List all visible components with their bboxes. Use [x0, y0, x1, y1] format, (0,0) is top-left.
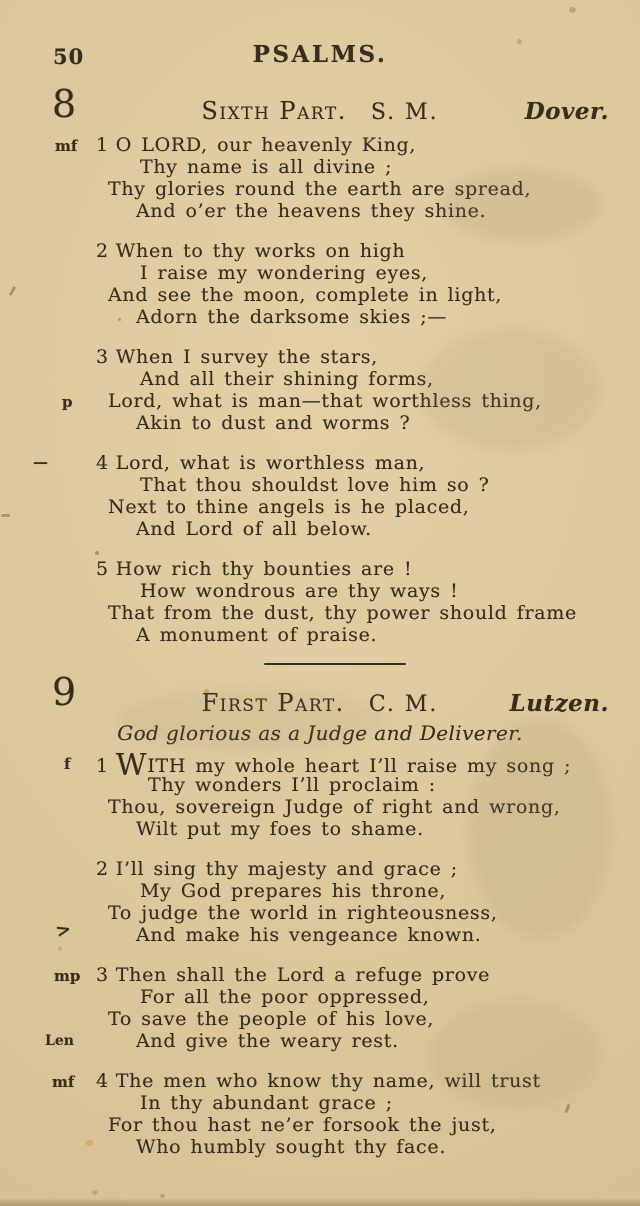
verse-line: A monument of praise.: [136, 624, 378, 646]
verse-line: To judge the world in righteousness,: [108, 902, 498, 924]
verse-line: Lord, what is man—that worthless thing,: [108, 390, 542, 412]
dynamic-marker: —: [33, 453, 48, 471]
verse-number: 4: [96, 1070, 109, 1092]
verse-text: I’ll sing thy majesty and grace ;: [115, 858, 458, 880]
accent-marker: >: [53, 918, 74, 943]
dynamic-marker: mf: [55, 137, 78, 155]
verse-text: ITH my whole heart I’ll raise my song ;: [147, 755, 572, 777]
verse-line: [96, 134, 640, 156]
verse-line: Thou, sovereign Judge of right and wrong,: [108, 796, 561, 818]
verse-line: [96, 240, 640, 262]
verse-number: 2: [96, 858, 109, 880]
running-title: PSALMS.: [252, 41, 388, 68]
verse-line: I raise my wondering eyes,: [140, 262, 429, 284]
dynamic-marker: p: [62, 393, 73, 411]
verse-line: In thy abundant grace ;: [140, 1092, 393, 1114]
verse-text: O LORD, our heavenly King,: [115, 134, 417, 156]
page-edge-shadow: [0, 1198, 640, 1206]
verse-number: 2: [96, 240, 109, 262]
verse-line: Thy name is all divine ;: [140, 156, 393, 178]
dynamic-marker: mf: [52, 1073, 75, 1091]
tune-name: Lutzen.: [509, 690, 609, 717]
verse-line: [96, 452, 640, 474]
tempo-marker: Len: [45, 1033, 74, 1049]
hymn-number: 8: [52, 82, 77, 126]
hymn-meter: S. M.: [370, 100, 439, 125]
hymn-number: 9: [52, 670, 77, 714]
drop-cap: W: [115, 748, 148, 783]
hymn-part: Sixth Part.: [201, 97, 347, 125]
verse-text: How rich thy bounties are !: [115, 558, 413, 580]
verse-line: For thou hast ne’er forsook the just,: [108, 1114, 497, 1136]
verse-line: To save the people of his love,: [108, 1008, 435, 1030]
hymn-subtitle: God glorious as a Judge and Deliverer.: [117, 721, 523, 745]
verse-line: Adorn the darksome skies ;—: [136, 306, 448, 328]
verse-text: When I survey the stars,: [115, 346, 378, 368]
verse-line: And make his vengeance known.: [136, 924, 482, 946]
verse-number: 3: [96, 964, 109, 986]
verse-number: 3: [96, 346, 109, 368]
verse-line: Thy glories round the earth are spread,: [108, 178, 532, 200]
verse-line: [96, 558, 640, 580]
hymn-part: First Part.: [201, 689, 345, 717]
verse: [0, 240, 640, 328]
verse-line: That from the dust, thy power should frame: [108, 602, 577, 624]
verse-line: That thou shouldst love him so ?: [140, 474, 490, 496]
verse: [0, 558, 640, 646]
verse-number: 5: [96, 558, 109, 580]
verse-line: [96, 964, 640, 986]
verse-text: Then shall the Lord a refuge prove: [115, 964, 491, 986]
verse-line: Thy wonders I’ll proclaim :: [148, 774, 436, 796]
verse-line: Akin to dust and worms ?: [136, 412, 411, 434]
verse-line: For all the poor oppressed,: [140, 986, 430, 1008]
verse-line: And see the moon, complete in light,: [108, 284, 503, 306]
verse-line: Who humbly sought thy face.: [136, 1136, 447, 1158]
verse-text: Lord, what is worthless man,: [115, 452, 426, 474]
dynamic-marker: f: [64, 755, 71, 773]
verse-line: Next to thine angels is he placed,: [108, 496, 470, 518]
tune-name: Dover.: [524, 98, 609, 125]
verse: [0, 452, 640, 540]
verse-line: And give the weary rest.: [136, 1030, 399, 1052]
verse-line: My God prepares his throne,: [140, 880, 447, 902]
dynamic-marker: mp: [54, 967, 81, 985]
verse-line: And all their shining forms,: [140, 368, 434, 390]
verse-line: And o’er the heavens they shine.: [136, 200, 487, 222]
verse-line: And Lord of all below.: [136, 518, 372, 540]
section-divider: [264, 663, 406, 665]
page-number: 50: [53, 44, 85, 69]
verse-number: 1: [96, 755, 109, 777]
hymn-heading: [0, 97, 640, 127]
verse-line: How wondrous are thy ways !: [140, 580, 459, 602]
verse-line: Wilt put my foes to shame.: [136, 818, 424, 840]
verse-text: When to thy works on high: [115, 240, 406, 262]
verse-number: 1: [96, 134, 109, 156]
verse-number: 4: [96, 452, 109, 474]
hymn-meter: C. M.: [368, 692, 439, 717]
verse-text: The men who know thy name, will trust: [115, 1070, 541, 1092]
